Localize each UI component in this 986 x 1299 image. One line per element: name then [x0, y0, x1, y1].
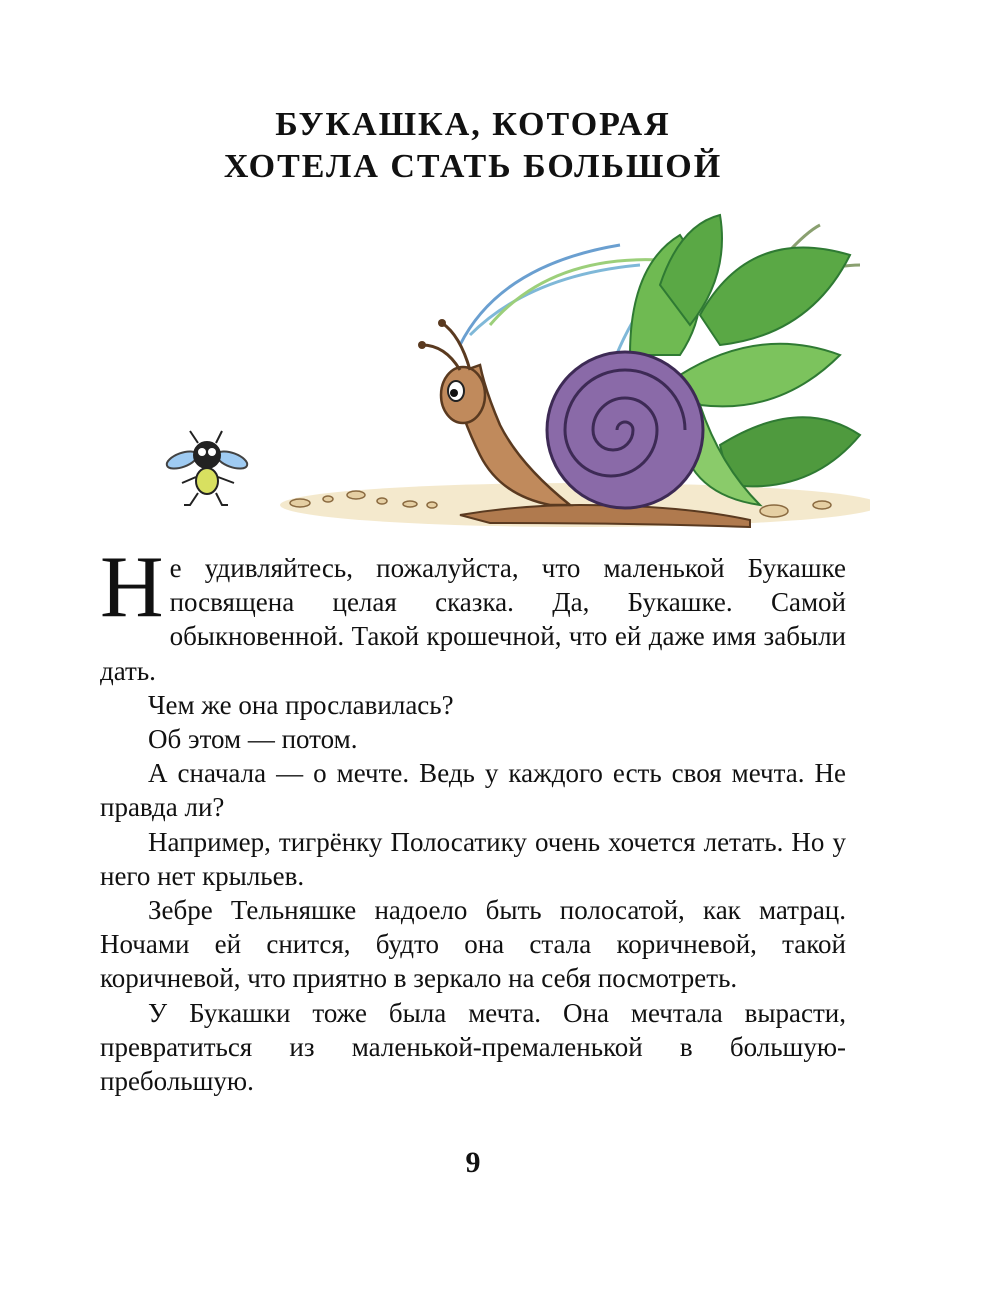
story-text	[100, 539, 846, 1098]
bug-body	[196, 468, 218, 494]
title-line-1: БУКАШКА, КОТОРАЯ	[275, 106, 671, 143]
paragraph-7: У Букашки тоже была мечта. Она мечтала вырасти, превратиться из маленькой-премаленькой в большую-пребольшую.	[100, 997, 846, 1097]
title-line-2: ХОТЕЛА СТАТЬ БОЛЬШОЙ	[223, 148, 723, 185]
paragraph-1	[100, 539, 846, 688]
page-number: 9	[465, 1146, 481, 1179]
paragraph-4: А сначала — о мечте. Ведь у каждого есть своя мечта. Не правда ли?	[100, 758, 846, 823]
paragraph-6: Зебре Тельняшке надоело быть полосатой, как матрац. Ночами ей снится, будто она стала коричневой, такой коричневой, что приятно в зеркало на себя посмотреть.	[100, 895, 846, 994]
drop-cap: Н	[100, 539, 164, 636]
story-title	[0, 104, 946, 188]
paragraph-3: Об этом — потом.	[148, 724, 358, 755]
illustration-svg	[160, 205, 870, 530]
paragraph-5: Например, тигрёнку Полосатику очень хочется летать. Но у него нет крыльев.	[100, 826, 846, 891]
bug-head	[194, 442, 220, 468]
snail-and-bug-illustration	[160, 205, 870, 530]
snail-antenna-left	[422, 345, 460, 370]
paragraph-1-text: е удивляйтесь, пожалуйста, что маленькой Букашке посвящена целая сказка. Да, Букашке. Самой обыкновенной. Такой крошечной, что ей даже имя забыли дать.	[100, 553, 846, 686]
snail-shell	[547, 352, 703, 508]
bug	[165, 431, 250, 505]
paragraph-2: Чем же она прославилась?	[148, 689, 454, 720]
